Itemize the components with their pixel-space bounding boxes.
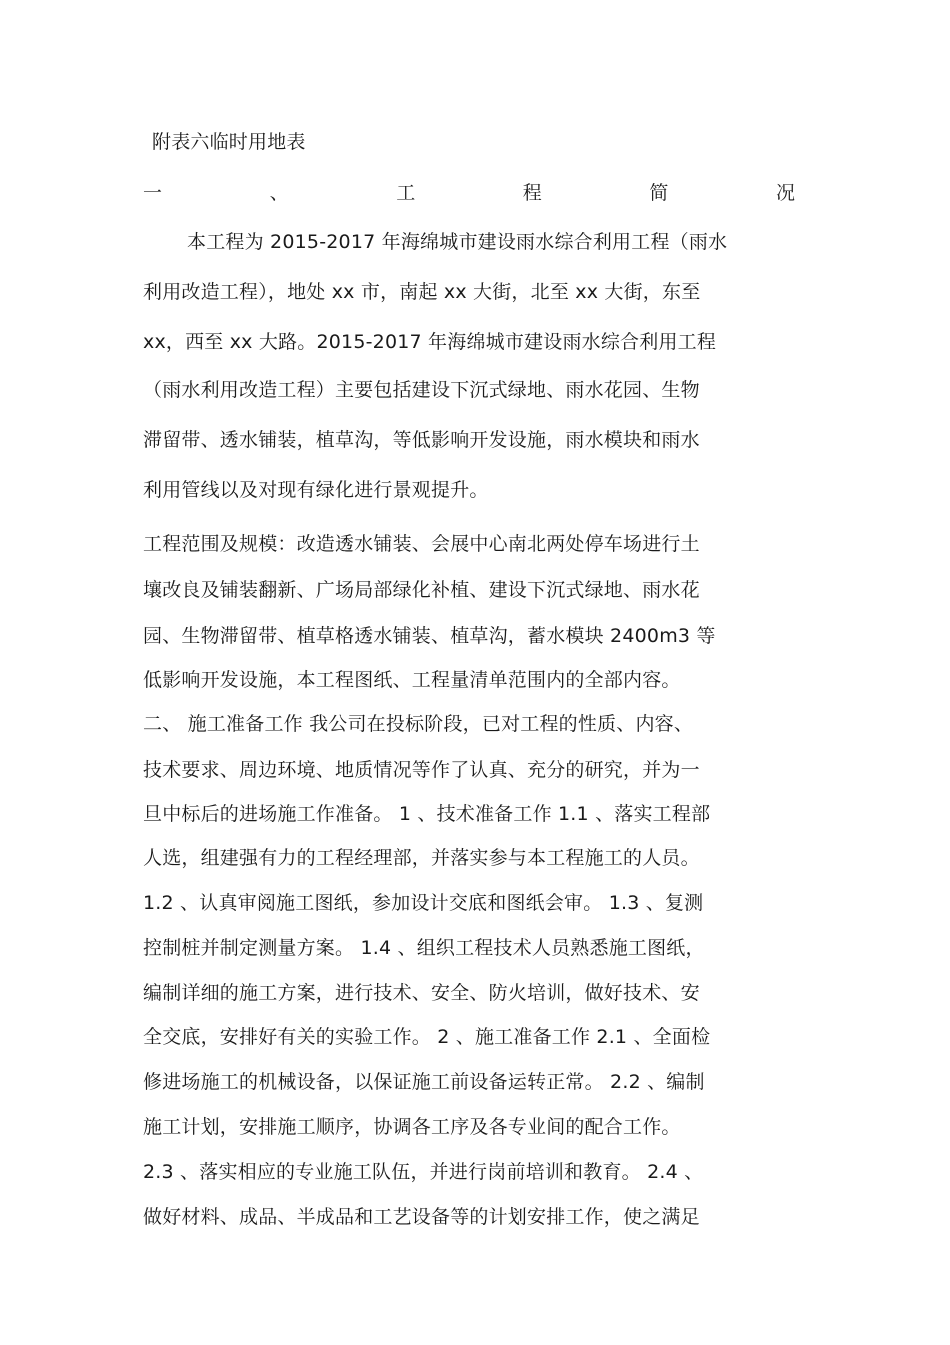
- body-line: 编制详细的施工方案，进行技术、安全、防火培训，做好技术、安: [143, 982, 700, 1004]
- body-line: 壤改良及铺装翻新、广场局部绿化补植、建设下沉式绿地、雨水花: [143, 579, 700, 601]
- body-line: 本工程为 2015-2017 年海绵城市建设雨水综合利用工程（雨水: [187, 231, 728, 253]
- heading-char: 况: [775, 182, 795, 204]
- body-line: 施工计划，安排施工顺序，协调各工序及各专业间的配合工作。: [143, 1116, 681, 1138]
- body-line: 2.3 、落实相应的专业施工队伍，并进行岗前培训和教育。 2.4 、: [143, 1161, 704, 1183]
- attachment-title: 附表六临时用地表: [152, 131, 306, 153]
- body-line: 修进场施工的机械设备，以保证施工前设备运转正常。 2.2 、编制: [143, 1071, 705, 1093]
- body-line: 做好材料、成品、半成品和工艺设备等的计划安排工作，使之满足: [143, 1206, 700, 1228]
- heading-char: 程: [522, 182, 542, 204]
- heading-char: 简: [649, 182, 669, 204]
- body-line: 二、 施工准备工作 我公司在投标阶段，已对工程的性质、内容、: [143, 713, 694, 735]
- heading-char: 、: [269, 182, 289, 204]
- body-line: 旦中标后的进场施工作准备。 1 、技术准备工作 1.1 、落实工程部: [143, 803, 711, 825]
- body-line: 全交底，安排好有关的实验工作。 2 、施工准备工作 2.1 、全面检: [143, 1026, 711, 1048]
- heading-char: 一: [143, 182, 163, 204]
- body-line: 利用改造工程），地处 xx 市，南起 xx 大街，北至 xx 大街，东至: [143, 281, 701, 303]
- body-line: 园、生物滞留带、植草格透水铺装、植草沟，蓄水模块 2400m3 等: [143, 625, 716, 647]
- body-line: 低影响开发设施，本工程图纸、工程量清单范围内的全部内容。: [143, 669, 681, 691]
- body-line: 利用管线以及对现有绿化进行景观提升。: [143, 479, 489, 501]
- body-line: 技术要求、周边环境、地质情况等作了认真、充分的研究，并为一: [143, 759, 700, 781]
- body-line: xx，西至 xx 大路。2015-2017 年海绵城市建设雨水综合利用工程: [143, 331, 717, 353]
- body-line: 控制桩并制定测量方案。 1.4 、组织工程技术人员熟悉施工图纸，: [143, 937, 705, 959]
- body-line: 滞留带、透水铺装，植草沟，等低影响开发设施，雨水模块和雨水: [143, 429, 700, 451]
- body-line: （雨水利用改造工程）主要包括建设下沉式绿地、雨水花园、生物: [143, 379, 700, 401]
- body-line: 工程范围及规模：改造透水铺装、会展中心南北两处停车场进行土: [143, 533, 700, 555]
- body-line: 人选，组建强有力的工程经理部，并落实参与本工程施工的人员。: [143, 847, 700, 869]
- heading-char: 工: [396, 182, 416, 204]
- body-line: 1.2 、认真审阅施工图纸，参加设计交底和图纸会审。 1.3 、复测: [143, 892, 704, 914]
- section-heading-project-overview: [143, 181, 795, 205]
